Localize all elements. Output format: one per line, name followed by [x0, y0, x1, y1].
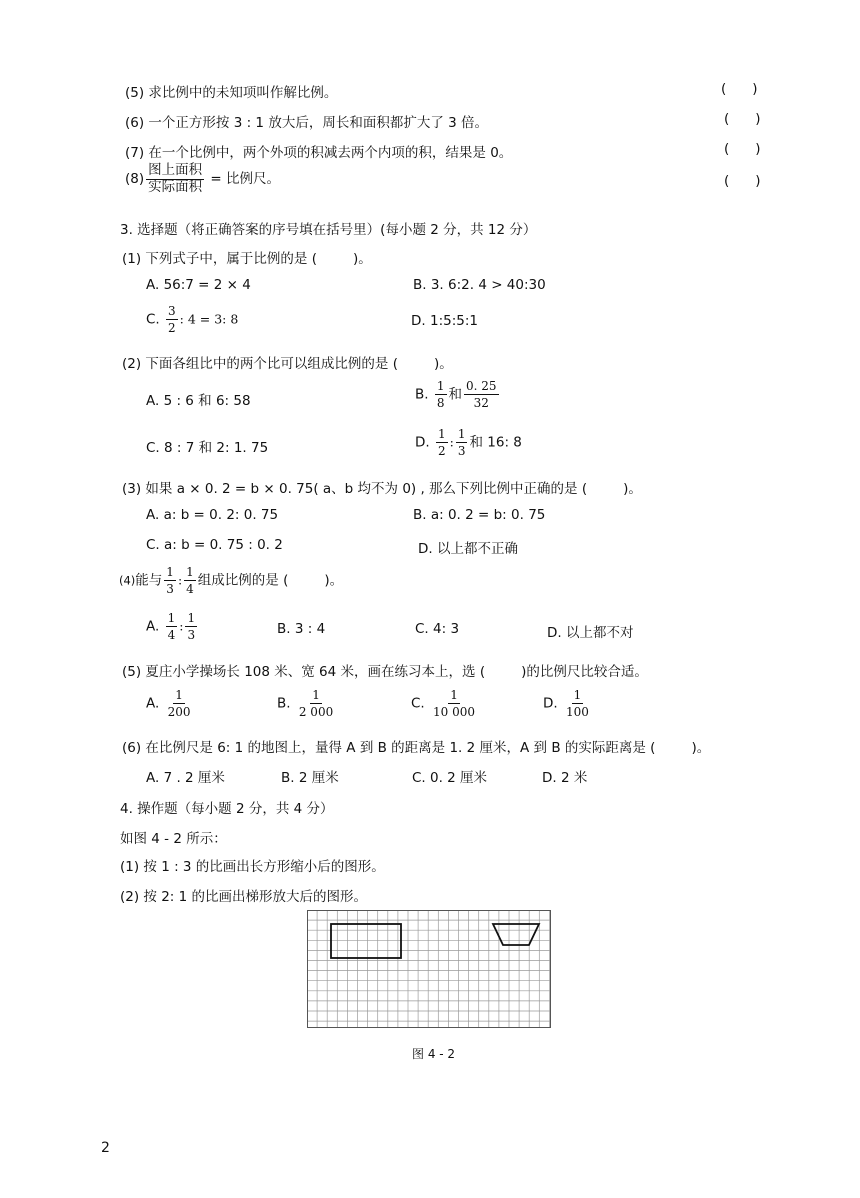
q1-option-d[interactable]: D. 1:5:5:1	[411, 313, 478, 329]
judge-item-6: (6) 一个正方形按 3 : 1 放大后，周长和面积都扩大了 3 倍。	[125, 115, 488, 131]
q4-stem: (4)能与 $\frac{1}{3}$ : $\frac{1}{4}$ 组成比例的是 ( )。	[119, 565, 344, 596]
q3-option-c[interactable]: C. a: b = 0. 75 : 0. 2	[146, 537, 283, 553]
q5-option-b[interactable]: B. $\frac{1}{2 000}$	[277, 688, 334, 719]
q6-option-a[interactable]: A. 7 . 2 厘米	[146, 770, 225, 786]
judge-item-7: (7) 在一个比例中，两个外项的积减去两个内项的积，结果是 0。	[125, 145, 513, 161]
section3-heading: 3. 选择题（将正确答案的序号填在括号里）(每小题 2 分，共 12 分）	[120, 222, 537, 238]
q2-stem: (2) 下面各组比中的两个比可以组成比例的是 ( )。	[122, 356, 453, 372]
area-ratio-fraction: $\frac{\text{图上面积}}{\text{实际面积}}$	[148, 162, 203, 195]
section4-heading: 4. 操作题（每小题 2 分，共 4 分）	[120, 801, 334, 817]
answer-blank-5[interactable]: ( )	[721, 81, 758, 97]
q6-option-d[interactable]: D. 2 米	[542, 770, 588, 786]
q2-option-b[interactable]: B. $\frac{1}{8}$ 和 $\frac{0. 25}{32}$	[415, 379, 497, 410]
q4-option-c[interactable]: C. 4: 3	[415, 621, 460, 637]
q4-option-b[interactable]: B. 3 : 4	[277, 621, 326, 637]
page-number: 2	[101, 1140, 110, 1156]
q2-option-d[interactable]: D. $\frac{1}{2}$ : $\frac{1}{3}$ 和 16: 8	[415, 427, 522, 458]
q1-option-c[interactable]: C. $\frac{3}{2}$ : 4 = 3: 8	[146, 304, 239, 335]
q2-option-c[interactable]: C. 8 : 7 和 2: 1. 75	[146, 440, 269, 456]
section4-q2: (2) 按 2: 1 的比画出梯形放大后的图形。	[120, 889, 368, 905]
section4-q1: (1) 按 1 : 3 的比画出长方形缩小后的图形。	[120, 859, 385, 875]
q5-option-a[interactable]: A. $\frac{1}{200}$	[146, 688, 191, 719]
rectangle-shape	[331, 924, 401, 958]
q6-stem: (6) 在比例尺是 6: 1 的地图上，量得 A 到 B 的距离是 1. 2 厘米，A 到 B 的实际距离是 ( )。	[122, 740, 711, 756]
grid-figure[interactable]	[307, 910, 553, 1029]
q5-option-d[interactable]: D. $\frac{1}{100}$	[543, 688, 589, 719]
answer-blank-8[interactable]: ( )	[724, 173, 761, 189]
section4-intro: 如图 4 - 2 所示：	[120, 831, 227, 847]
q1-option-a[interactable]: A. 56:7 = 2 × 4	[146, 277, 251, 293]
q5-option-c[interactable]: C. $\frac{1}{10 000}$	[411, 688, 476, 719]
q3-option-b[interactable]: B. a: 0. 2 = b: 0. 75	[413, 507, 546, 523]
q1-stem: (1) 下列式子中，属于比例的是 ( )。	[122, 251, 372, 267]
grid-border	[308, 911, 551, 1028]
answer-blank-6[interactable]: ( )	[724, 111, 761, 127]
q1-option-b[interactable]: B. 3. 6:2. 4 > 40:30	[413, 277, 546, 293]
q3-option-a[interactable]: A. a: b = 0. 2: 0. 75	[146, 507, 279, 523]
q5-stem: (5) 夏庄小学操场长 108 米、宽 64 米，画在练习本上，选 ( )的比例尺比较合适。	[122, 664, 648, 680]
q4-option-a[interactable]: A. $\frac{1}{4}$ : $\frac{1}{3}$	[146, 611, 196, 642]
q3-stem: (3) 如果 a × 0. 2 = b × 0. 75( a、b 均不为 0) , 那么下列比例中正确的是 ( )。	[122, 481, 642, 497]
judge-item-8: (8) $\frac{\text{图上面积}}{\text{实际面积}}$ = 比例尺。	[125, 162, 281, 195]
q3-option-d[interactable]: D. 以上都不正确	[418, 541, 518, 557]
q6-option-c[interactable]: C. 0. 2 厘米	[412, 770, 488, 786]
grid-lines	[307, 910, 551, 1028]
judge-item-5: (5) 求比例中的未知项叫作解比例。	[125, 85, 338, 101]
trapezoid-shape	[493, 924, 539, 945]
q2-option-a[interactable]: A. 5 : 6 和 6: 58	[146, 393, 251, 409]
answer-blank-7[interactable]: ( )	[724, 141, 761, 157]
q6-option-b[interactable]: B. 2 厘米	[281, 770, 339, 786]
figure-caption: 图 4 - 2	[412, 1047, 456, 1061]
q4-option-d[interactable]: D. 以上都不对	[547, 625, 634, 641]
